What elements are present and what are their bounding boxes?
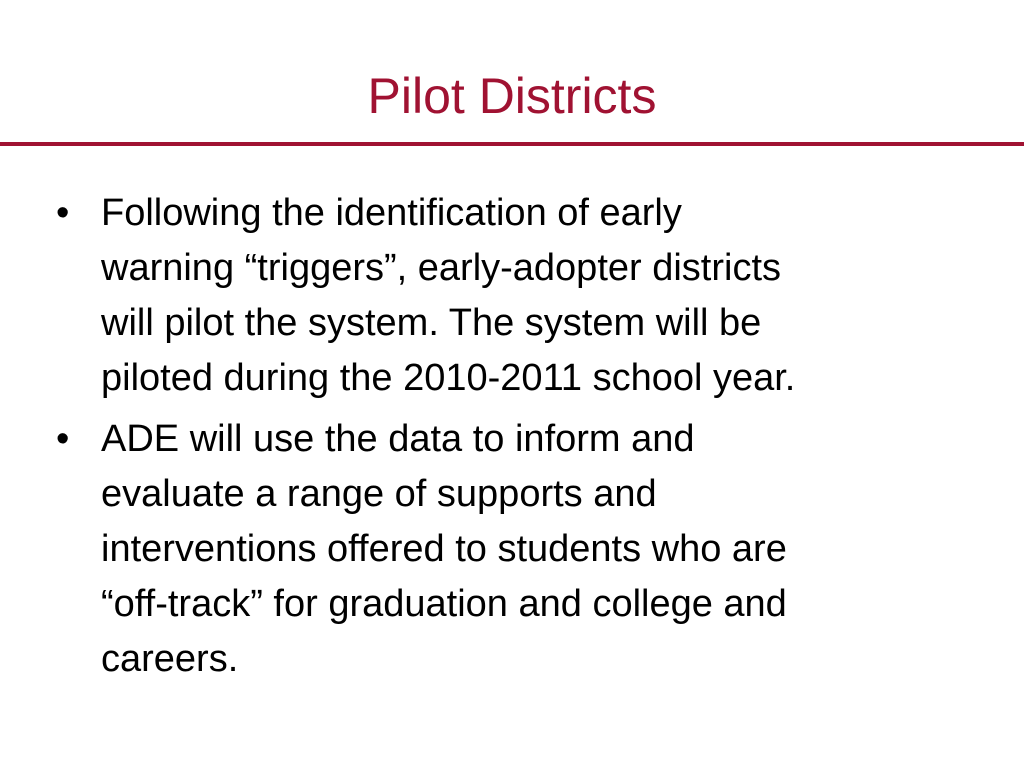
bullet-line: warning “triggers”, early-adopter districts	[101, 247, 782, 289]
bullet-list	[56, 186, 956, 693]
bullet-line: ADE will use the data to inform and	[101, 418, 695, 460]
bullet-item	[56, 186, 956, 406]
bullet-line: Following the identification of early	[101, 192, 682, 234]
bullet-line: evaluate a range of supports and	[101, 473, 657, 515]
bullet-item	[56, 412, 956, 687]
bullet-line: careers.	[101, 638, 239, 680]
title-divider	[0, 142, 1024, 146]
slide-title: Pilot Districts	[367, 68, 657, 124]
bullet-line: interventions offered to students who are	[101, 528, 787, 570]
bullet-line: piloted during the 2010-2011 school year.	[101, 357, 796, 399]
bullet-line: will pilot the system. The system will be	[101, 302, 762, 344]
bullet-icon: •	[56, 192, 70, 234]
bullet-icon: •	[56, 418, 70, 460]
bullet-line: “off-track” for graduation and college and	[101, 583, 787, 625]
